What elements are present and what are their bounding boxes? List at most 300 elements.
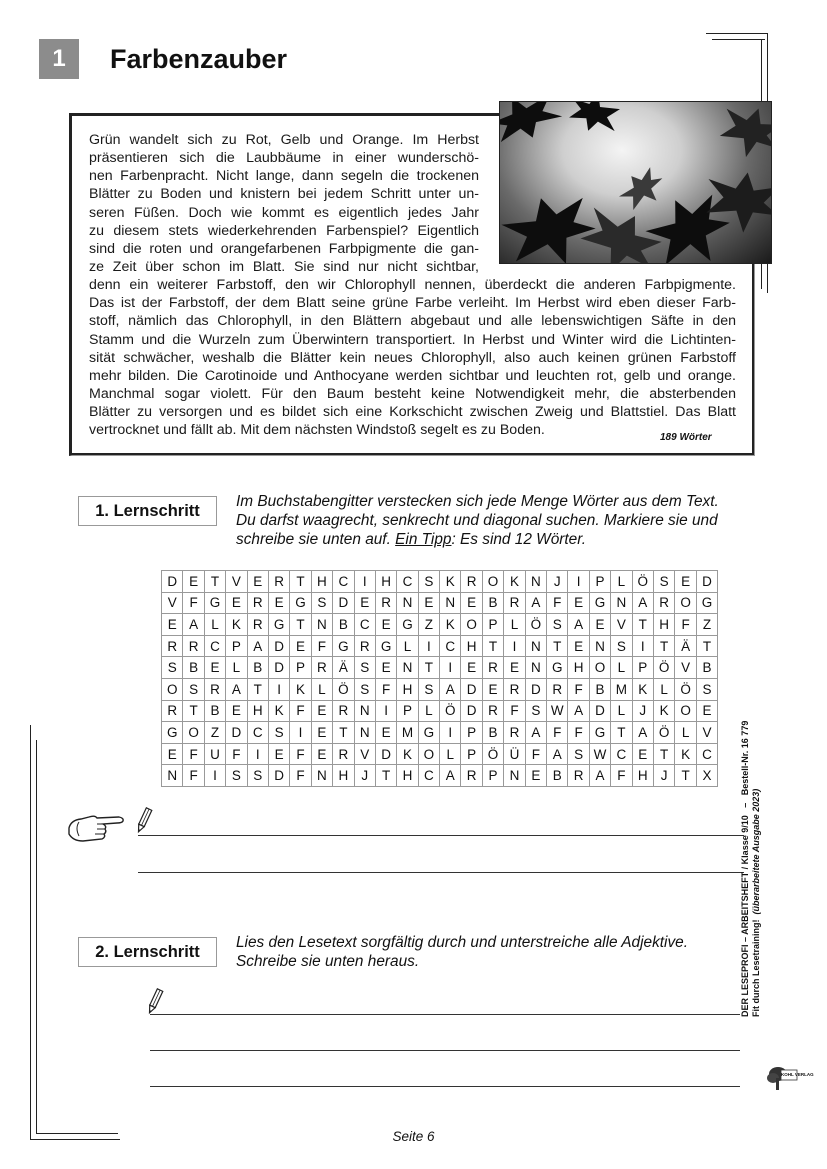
corner-frame-line (706, 33, 768, 34)
grid-cell[interactable]: E (247, 571, 268, 593)
grid-cell[interactable]: E (461, 657, 482, 679)
grid-cell[interactable]: D (375, 743, 396, 765)
order-number: Bestell-Nr. 16 779 (740, 720, 750, 796)
grid-cell[interactable]: Ü (504, 743, 525, 765)
chapter-number-badge: 1 (39, 39, 79, 79)
grid-cell[interactable]: F (183, 743, 204, 765)
grid-cell[interactable]: E (162, 614, 183, 636)
grid-cell[interactable]: E (375, 657, 396, 679)
grid-cell[interactable]: R (311, 657, 332, 679)
grid-cell[interactable]: Ä (675, 635, 696, 657)
side-line-2 (751, 721, 762, 1017)
text-line: sind die roten und orangefarbenen Farbpigmente die gan- (89, 240, 479, 257)
grid-cell[interactable]: K (440, 614, 461, 636)
grid-cell[interactable]: A (632, 592, 653, 614)
grid-cell[interactable]: L (504, 614, 525, 636)
side-line-1 (740, 721, 751, 1017)
grid-cell[interactable]: G (397, 614, 418, 636)
grid-cell[interactable]: R (504, 722, 525, 744)
grid-cell[interactable]: L (204, 614, 225, 636)
grid-cell[interactable]: P (632, 657, 653, 679)
grid-cell[interactable]: S (547, 614, 568, 636)
grid-cell[interactable]: N (354, 700, 375, 722)
grid-cell[interactable]: G (418, 722, 439, 744)
grid-cell[interactable]: D (268, 635, 289, 657)
grid-cell[interactable]: E (354, 592, 375, 614)
grid-cell[interactable]: R (653, 592, 674, 614)
grid-cell[interactable]: T (418, 657, 439, 679)
grid-cell[interactable]: K (397, 743, 418, 765)
grid-cell[interactable]: K (268, 700, 289, 722)
grid-cell[interactable]: R (568, 765, 589, 787)
grid-cell[interactable]: X (696, 765, 717, 787)
grid-cell[interactable]: N (311, 614, 332, 636)
grid-cell[interactable]: A (568, 700, 589, 722)
grid-cell[interactable]: N (504, 765, 525, 787)
grid-cell[interactable]: F (525, 743, 546, 765)
word-search-grid[interactable] (161, 570, 718, 787)
grid-cell[interactable]: S (354, 657, 375, 679)
grid-cell[interactable]: F (226, 743, 247, 765)
grid-cell[interactable]: N (397, 592, 418, 614)
grid-cell[interactable]: E (568, 592, 589, 614)
grid-cell[interactable]: T (183, 700, 204, 722)
grid-cell[interactable]: I (418, 635, 439, 657)
grid-cell[interactable]: K (440, 571, 461, 593)
instruction-line: Du darfst waagrecht, senkrecht und diagonal suchen. Markiere sie und (236, 512, 718, 529)
grid-cell[interactable]: F (375, 678, 396, 700)
grid-cell[interactable]: B (183, 657, 204, 679)
grid-cell[interactable]: O (675, 592, 696, 614)
tree-logo-icon (764, 1062, 814, 1096)
grid-cell[interactable]: R (268, 571, 289, 593)
corner-frame-line (30, 725, 31, 1140)
grid-cell[interactable]: H (375, 571, 396, 593)
grid-cell[interactable]: Ö (653, 722, 674, 744)
text-line: stoff, nämlich das Chlorophyll, in den Blättern abgebaut und alle lebenswichtigen Säfte in den (89, 313, 736, 330)
grid-cell[interactable]: E (311, 700, 332, 722)
grid-cell[interactable]: D (226, 722, 247, 744)
grid-cell[interactable]: P (397, 700, 418, 722)
grid-cell[interactable]: S (568, 743, 589, 765)
grid-cell[interactable]: Ö (440, 700, 461, 722)
grid-cell[interactable]: S (162, 657, 183, 679)
grid-cell[interactable]: A (183, 614, 204, 636)
grid-cell[interactable]: Ö (632, 571, 653, 593)
grid-cell[interactable]: T (653, 635, 674, 657)
grid-cell[interactable]: V (162, 592, 183, 614)
grid-cell[interactable]: I (354, 571, 375, 593)
grid-cell[interactable]: B (333, 614, 354, 636)
grid-cell[interactable]: D (333, 592, 354, 614)
grid-cell[interactable]: F (547, 592, 568, 614)
grid-cell[interactable]: L (440, 743, 461, 765)
grid-cell[interactable]: W (589, 743, 610, 765)
grid-cell[interactable]: K (504, 571, 525, 593)
grid-cell[interactable]: M (611, 678, 632, 700)
grid-cell[interactable]: L (311, 678, 332, 700)
grid-cell[interactable]: E (226, 700, 247, 722)
grid-cell[interactable]: H (397, 765, 418, 787)
grid-cell[interactable]: O (162, 678, 183, 700)
grid-cell[interactable]: H (333, 765, 354, 787)
grid-cell[interactable]: P (589, 571, 610, 593)
grid-cell[interactable]: E (525, 765, 546, 787)
grid-cell[interactable]: V (696, 722, 717, 744)
grid-cell[interactable]: T (632, 614, 653, 636)
grid-cell[interactable]: N (525, 657, 546, 679)
grid-cell[interactable]: A (525, 592, 546, 614)
grid-cell[interactable]: V (675, 657, 696, 679)
grid-cell[interactable]: P (290, 657, 311, 679)
grid-cell[interactable]: E (482, 678, 503, 700)
grid-cell[interactable]: T (290, 614, 311, 636)
grid-cell[interactable]: O (461, 614, 482, 636)
grid-cell[interactable]: T (290, 571, 311, 593)
grid-cell[interactable]: J (354, 765, 375, 787)
grid-cell[interactable]: Ä (333, 657, 354, 679)
grid-cell[interactable]: T (204, 571, 225, 593)
grid-cell[interactable]: E (418, 592, 439, 614)
grid-cell[interactable]: F (547, 722, 568, 744)
grid-cell[interactable]: E (311, 743, 332, 765)
edition-note: (überarbeitete Ausgabe 2023) (751, 788, 761, 915)
grid-cell[interactable]: I (204, 765, 225, 787)
grid-cell[interactable]: C (247, 722, 268, 744)
answer-line[interactable] (150, 1050, 740, 1051)
grid-cell[interactable]: R (183, 635, 204, 657)
grid-cell[interactable]: S (183, 678, 204, 700)
grid-cell[interactable]: Ö (675, 678, 696, 700)
grid-cell[interactable]: V (226, 571, 247, 593)
grid-cell[interactable]: B (589, 678, 610, 700)
grid-cell[interactable]: O (589, 657, 610, 679)
grid-cell[interactable]: F (311, 635, 332, 657)
grid-cell[interactable]: Ö (333, 678, 354, 700)
pencil-icon (146, 987, 164, 1015)
grid-cell[interactable]: E (290, 635, 311, 657)
grid-cell[interactable]: N (354, 722, 375, 744)
grid-cell[interactable]: R (333, 743, 354, 765)
text-line: Manchmal sogar violett. Für den Baum besteht keine Notwendigkeit mehr, die absterbenden (89, 385, 736, 402)
grid-cell[interactable]: E (375, 722, 396, 744)
grid-cell[interactable]: S (311, 592, 332, 614)
grid-cell[interactable]: K (675, 743, 696, 765)
grid-cell[interactable]: B (247, 657, 268, 679)
grid-cell[interactable]: S (247, 765, 268, 787)
grid-cell[interactable]: J (547, 571, 568, 593)
grid-cell[interactable]: Z (418, 614, 439, 636)
grid-cell[interactable]: C (418, 765, 439, 787)
grid-cell[interactable]: H (397, 678, 418, 700)
grid-cell[interactable]: Ö (525, 614, 546, 636)
grid-cell[interactable]: E (461, 592, 482, 614)
grid-cell[interactable]: N (611, 592, 632, 614)
grid-cell[interactable]: G (333, 635, 354, 657)
grid-cell[interactable]: R (461, 765, 482, 787)
grid-cell[interactable]: F (504, 700, 525, 722)
grid-row (162, 635, 718, 657)
grid-cell[interactable]: F (675, 614, 696, 636)
grid-cell[interactable]: R (482, 657, 503, 679)
grid-cell[interactable]: G (162, 722, 183, 744)
text-line: präsentieren sich die Laubbäume in einer wunderschö- (89, 150, 479, 167)
grid-cell[interactable]: T (653, 743, 674, 765)
grid-cell[interactable]: E (632, 743, 653, 765)
grid-cell[interactable]: L (611, 700, 632, 722)
grid-cell[interactable]: W (547, 700, 568, 722)
grid-cell[interactable]: F (290, 765, 311, 787)
grid-cell[interactable]: G (204, 592, 225, 614)
grid-cell[interactable]: P (482, 614, 503, 636)
grid-cell[interactable]: P (461, 722, 482, 744)
answer-line[interactable] (138, 835, 744, 836)
grid-cell[interactable]: G (696, 592, 717, 614)
grid-cell[interactable]: D (589, 700, 610, 722)
grid-cell[interactable]: E (162, 743, 183, 765)
grid-cell[interactable]: N (525, 571, 546, 593)
grid-cell[interactable]: S (611, 635, 632, 657)
grid-cell[interactable]: P (461, 743, 482, 765)
grid-cell[interactable]: I (375, 700, 396, 722)
grid-cell[interactable]: B (547, 765, 568, 787)
grid-cell[interactable]: F (290, 743, 311, 765)
grid-cell[interactable]: S (653, 571, 674, 593)
grid-cell[interactable]: M (397, 722, 418, 744)
grid-cell[interactable]: A (525, 722, 546, 744)
grid-cell[interactable]: T (696, 635, 717, 657)
grid-cell[interactable]: E (504, 657, 525, 679)
grid-cell[interactable]: T (482, 635, 503, 657)
book-subtitle: Fit durch Lesetraining! (751, 919, 761, 1017)
grid-cell[interactable]: E (375, 614, 396, 636)
text-line: nen Farbenpracht. Nicht lange, dann segeln die trockenen (89, 168, 479, 185)
grid-cell[interactable]: D (461, 678, 482, 700)
grid-cell[interactable]: K (653, 700, 674, 722)
grid-cell[interactable]: E (183, 571, 204, 593)
grid-row (162, 614, 718, 636)
publisher-side-text (740, 721, 762, 1017)
answer-line[interactable] (138, 872, 744, 873)
grid-cell[interactable]: F (183, 592, 204, 614)
step-2-instructions (236, 933, 746, 971)
grid-cell[interactable]: G (547, 657, 568, 679)
grid-cell[interactable]: C (696, 743, 717, 765)
grid-cell[interactable]: H (461, 635, 482, 657)
grid-cell[interactable]: T (547, 635, 568, 657)
grid-cell[interactable]: B (482, 722, 503, 744)
grid-cell[interactable]: S (525, 700, 546, 722)
grid-cell[interactable]: D (268, 765, 289, 787)
grid-cell[interactable]: Z (204, 722, 225, 744)
grid-cell[interactable]: V (611, 614, 632, 636)
grid-cell[interactable]: D (461, 700, 482, 722)
grid-cell[interactable]: C (440, 635, 461, 657)
grid-cell[interactable]: O (183, 722, 204, 744)
grid-cell[interactable]: E (589, 614, 610, 636)
grid-cell[interactable]: L (397, 635, 418, 657)
grid-cell[interactable]: Ö (653, 657, 674, 679)
grid-cell[interactable]: T (333, 722, 354, 744)
step-2-label: 2. Lernschritt (78, 937, 217, 967)
grid-cell[interactable]: I (268, 678, 289, 700)
grid-cell[interactable]: T (675, 765, 696, 787)
grid-cell[interactable]: F (290, 700, 311, 722)
grid-cell[interactable]: R (247, 614, 268, 636)
grid-cell[interactable]: A (568, 614, 589, 636)
grid-cell[interactable]: E (311, 722, 332, 744)
grid-cell[interactable]: R (461, 571, 482, 593)
grid-cell[interactable]: I (247, 743, 268, 765)
grid-cell[interactable]: H (632, 765, 653, 787)
grid-cell[interactable]: A (632, 722, 653, 744)
grid-cell[interactable]: A (226, 678, 247, 700)
grid-cell[interactable]: F (611, 765, 632, 787)
grid-cell[interactable]: N (311, 765, 332, 787)
grid-cell[interactable]: L (675, 722, 696, 744)
grid-cell[interactable]: L (611, 657, 632, 679)
grid-cell[interactable]: C (397, 571, 418, 593)
grid-cell[interactable]: J (632, 700, 653, 722)
grid-cell[interactable]: I (568, 571, 589, 593)
grid-cell[interactable]: B (696, 657, 717, 679)
grid-cell[interactable]: R (504, 592, 525, 614)
grid-cell[interactable]: O (418, 743, 439, 765)
grid-cell[interactable]: S (354, 678, 375, 700)
grid-cell[interactable]: E (268, 592, 289, 614)
grid-cell[interactable]: R (482, 700, 503, 722)
grid-cell[interactable]: D (525, 678, 546, 700)
grid-cell[interactable]: C (354, 614, 375, 636)
grid-cell[interactable]: N (162, 765, 183, 787)
grid-cell[interactable]: D (162, 571, 183, 593)
grid-cell[interactable]: E (675, 571, 696, 593)
answer-line[interactable] (150, 1086, 740, 1087)
grid-cell[interactable]: L (226, 657, 247, 679)
grid-cell[interactable]: G (375, 635, 396, 657)
grid-cell[interactable]: E (204, 657, 225, 679)
grid-cell[interactable]: H (311, 571, 332, 593)
autumn-leaves-photo (499, 101, 772, 264)
grid-cell[interactable]: C (204, 635, 225, 657)
grid-cell[interactable]: I (632, 635, 653, 657)
page-number: Seite 6 (392, 1129, 435, 1144)
answer-line[interactable] (150, 1014, 740, 1015)
grid-cell[interactable]: B (204, 700, 225, 722)
grid-cell[interactable]: H (247, 700, 268, 722)
grid-cell[interactable]: L (653, 678, 674, 700)
grid-cell[interactable]: T (611, 722, 632, 744)
grid-cell[interactable]: A (547, 743, 568, 765)
grid-row (162, 722, 718, 744)
grid-cell[interactable]: N (440, 592, 461, 614)
grid-cell[interactable]: S (226, 765, 247, 787)
grid-row (162, 592, 718, 614)
grid-cell[interactable]: T (247, 678, 268, 700)
grid-cell[interactable]: E (568, 635, 589, 657)
grid-cell[interactable]: R (547, 678, 568, 700)
grid-cell[interactable]: S (268, 722, 289, 744)
grid-cell[interactable]: C (333, 571, 354, 593)
grid-cell[interactable]: L (418, 700, 439, 722)
series-title: DER LESEPROFI – ARBEITSHEFT / Klasse 9/10 (740, 815, 750, 1017)
grid-cell[interactable]: F (183, 765, 204, 787)
text-line: seren Füßen. Doch wie kommt es eigentlich jedes Jahr (89, 204, 479, 221)
text-line: Blätter zu versorgen und es bildet sich eine Korkschicht zwischen Zweig und Blattstiel. Das Blatt (89, 404, 736, 421)
word-count: 189 Wörter (660, 432, 712, 443)
grid-cell[interactable]: A (589, 765, 610, 787)
grid-cell[interactable]: R (162, 635, 183, 657)
grid-cell[interactable]: I (504, 635, 525, 657)
tip-label: Ein Tipp (395, 531, 452, 548)
corner-frame-line (36, 740, 37, 1133)
grid-cell[interactable]: L (611, 571, 632, 593)
grid-cell[interactable]: C (611, 743, 632, 765)
grid-cell[interactable]: E (696, 700, 717, 722)
grid-cell[interactable]: D (268, 657, 289, 679)
grid-cell[interactable]: G (589, 592, 610, 614)
grid-cell[interactable]: V (354, 743, 375, 765)
grid-cell[interactable]: P (482, 765, 503, 787)
page-title: Farbenzauber (110, 44, 288, 74)
grid-cell[interactable]: N (589, 635, 610, 657)
grid-cell[interactable]: I (290, 722, 311, 744)
grid-cell[interactable]: O (482, 571, 503, 593)
grid-cell[interactable]: A (440, 678, 461, 700)
grid-cell[interactable]: T (375, 765, 396, 787)
grid-cell[interactable]: R (247, 592, 268, 614)
grid-cell[interactable]: F (568, 722, 589, 744)
grid-cell[interactable]: J (653, 765, 674, 787)
grid-cell[interactable]: A (247, 635, 268, 657)
text-line: vertrocknet und fällt ab. Mit dem nächsten Windstoß segelt es zu Boden. (89, 422, 545, 439)
grid-cell[interactable]: Z (696, 614, 717, 636)
grid-cell[interactable]: H (568, 657, 589, 679)
grid-cell[interactable]: K (226, 614, 247, 636)
grid-cell[interactable]: N (397, 657, 418, 679)
grid-cell[interactable]: R (504, 678, 525, 700)
grid-cell[interactable]: E (268, 743, 289, 765)
grid-cell[interactable]: R (375, 592, 396, 614)
grid-cell[interactable]: P (226, 635, 247, 657)
instruction-line: Schreibe sie unten heraus. (236, 953, 420, 970)
grid-cell[interactable]: O (675, 700, 696, 722)
grid-cell[interactable]: Ö (482, 743, 503, 765)
grid-cell[interactable]: B (482, 592, 503, 614)
grid-cell[interactable]: U (204, 743, 225, 765)
grid-cell[interactable]: G (589, 722, 610, 744)
grid-cell[interactable]: I (440, 722, 461, 744)
grid-cell[interactable]: A (440, 765, 461, 787)
grid-cell[interactable]: R (162, 700, 183, 722)
grid-cell[interactable]: G (268, 614, 289, 636)
grid-cell[interactable]: I (440, 657, 461, 679)
grid-cell[interactable]: S (418, 678, 439, 700)
grid-cell[interactable]: H (653, 614, 674, 636)
grid-cell[interactable]: K (632, 678, 653, 700)
grid-cell[interactable]: S (418, 571, 439, 593)
grid-cell[interactable]: R (204, 678, 225, 700)
grid-cell[interactable]: E (226, 592, 247, 614)
grid-cell[interactable]: R (333, 700, 354, 722)
grid-cell[interactable]: N (525, 635, 546, 657)
grid-cell[interactable]: R (354, 635, 375, 657)
grid-cell[interactable]: S (696, 678, 717, 700)
grid-cell[interactable]: D (696, 571, 717, 593)
grid-cell[interactable]: F (568, 678, 589, 700)
grid-cell[interactable]: K (290, 678, 311, 700)
grid-cell[interactable]: G (290, 592, 311, 614)
